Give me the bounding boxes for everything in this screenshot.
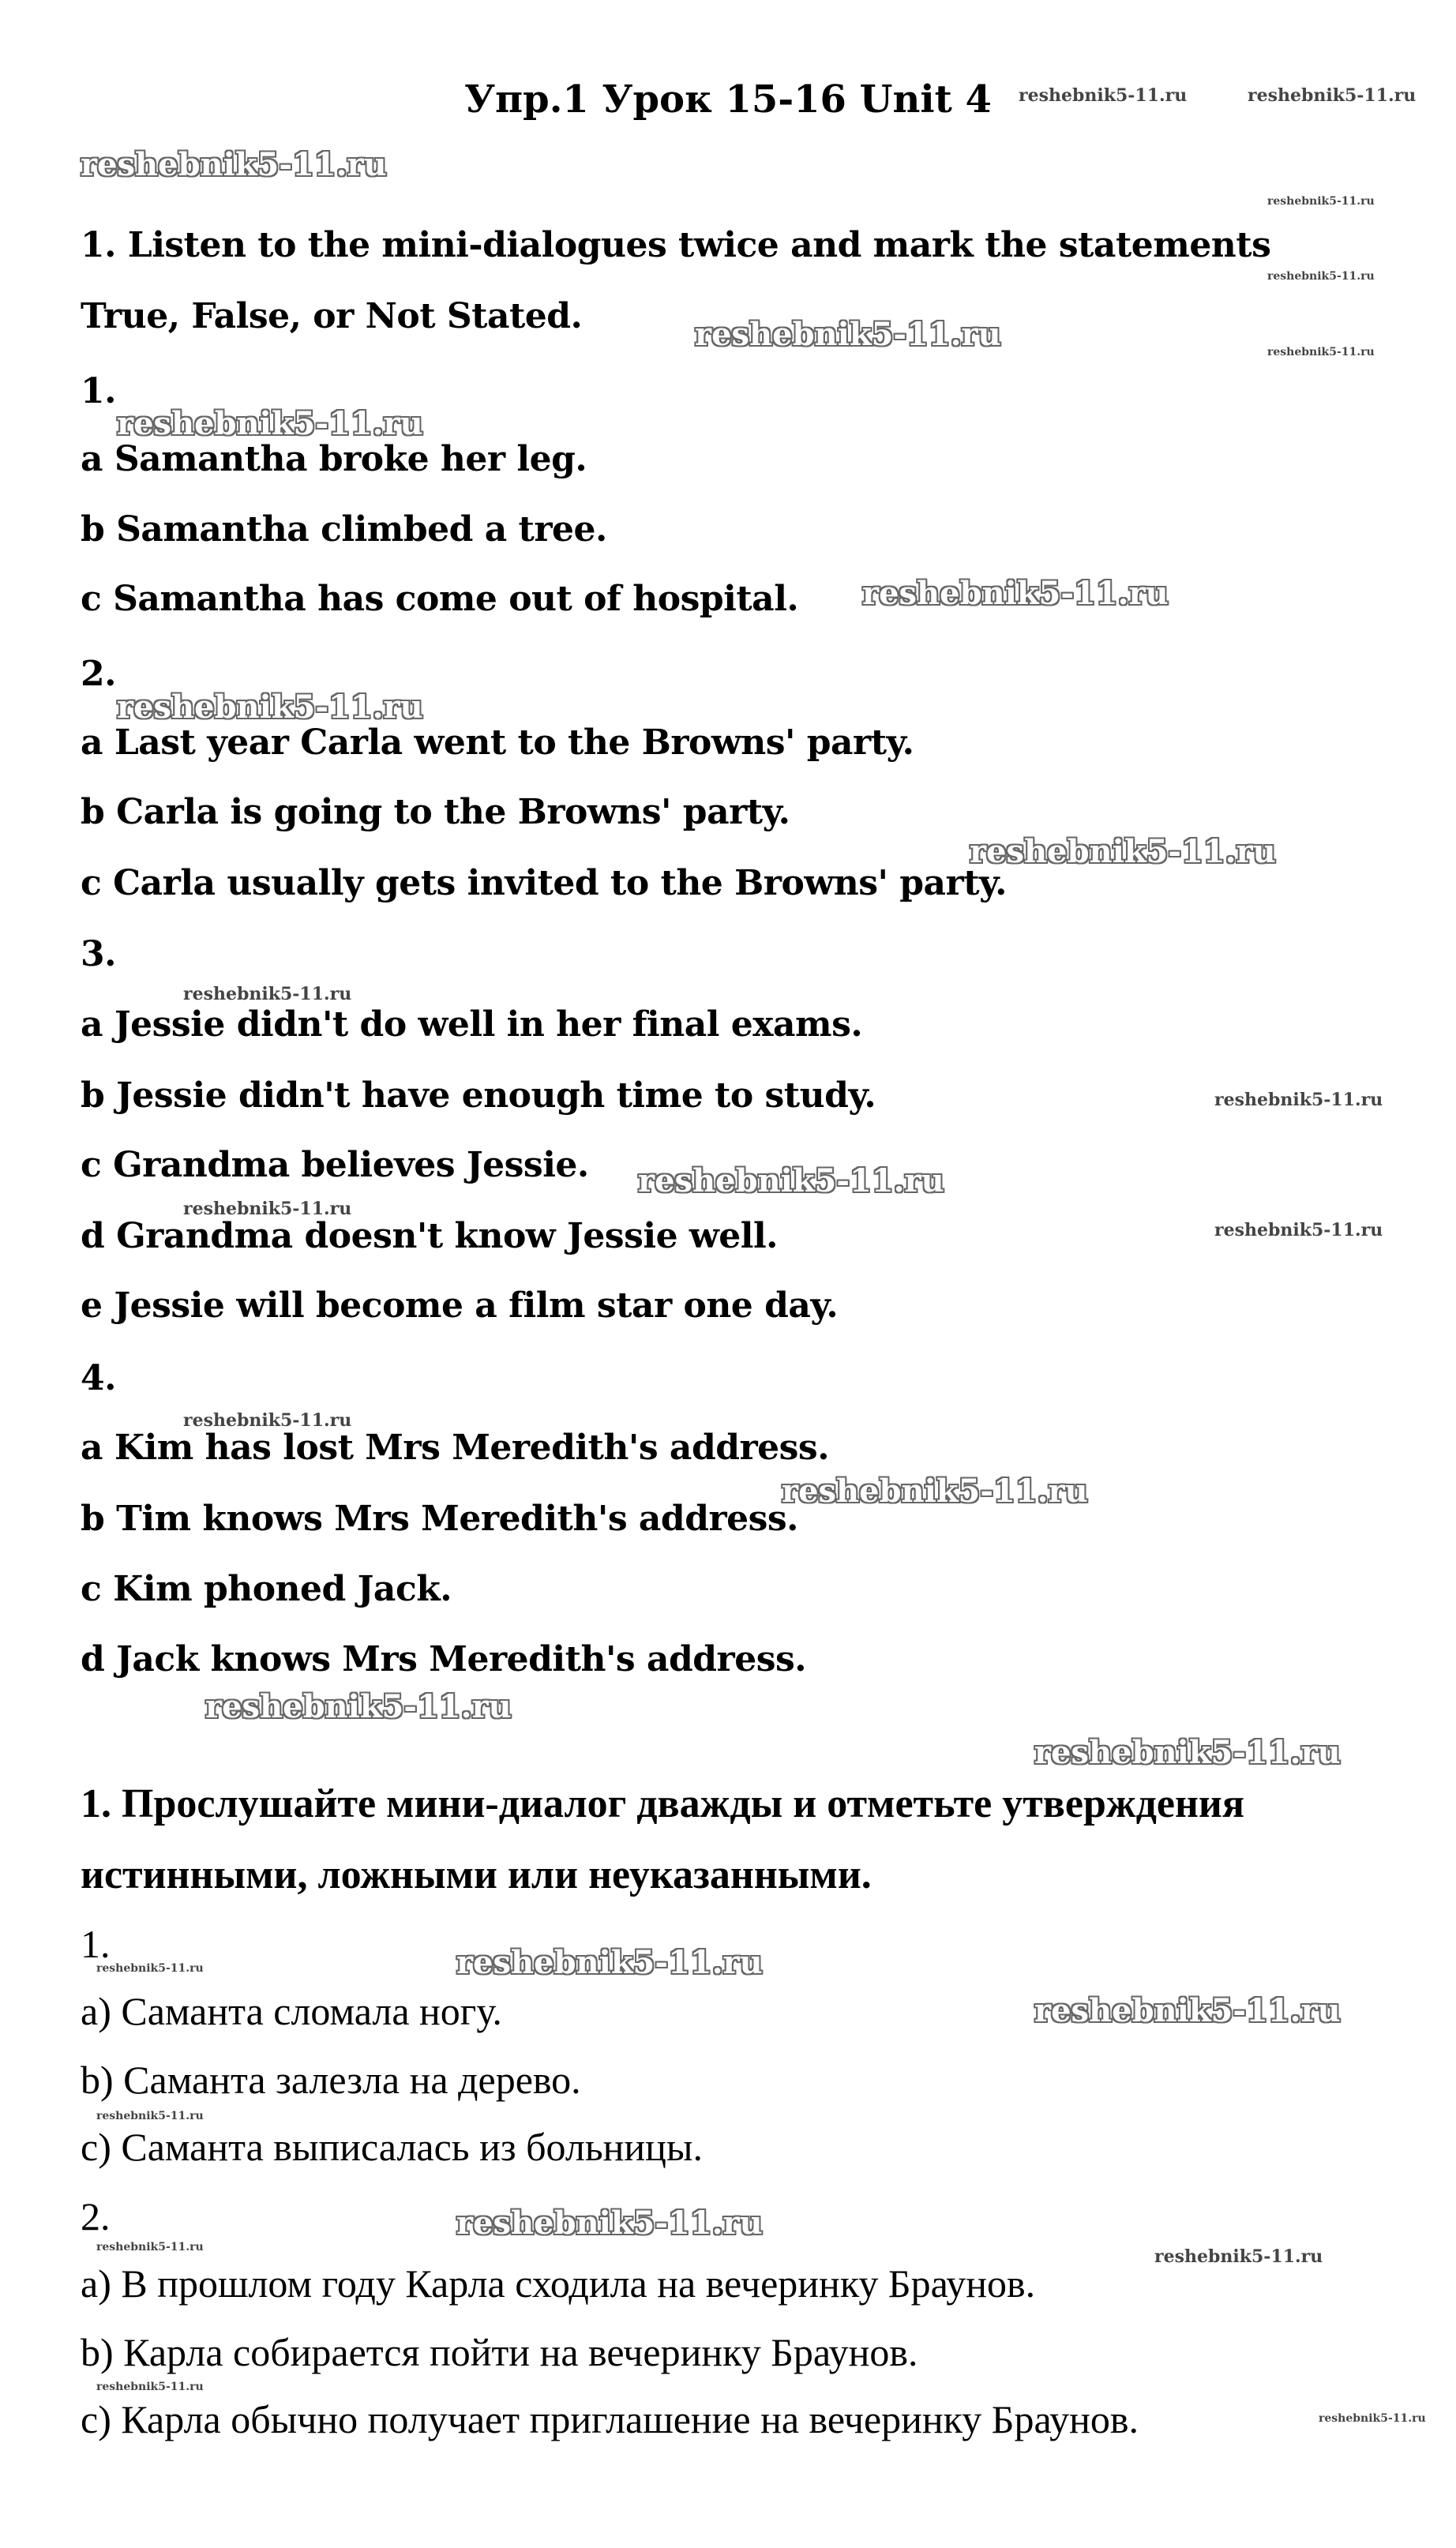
watermark: reshebnik5-11.ru <box>456 2205 763 2242</box>
english-statement: c Grandma believes Jessie. <box>81 1145 589 1185</box>
english-group-1-number: 1. <box>81 371 116 411</box>
watermark: reshebnik5-11.ru <box>1319 2412 1426 2425</box>
russian-group-2-number: 2. <box>81 2194 111 2238</box>
watermark: reshebnik5-11.ru <box>782 1473 1088 1510</box>
watermark: reshebnik5-11.ru <box>1267 195 1375 208</box>
watermark: reshebnik5-11.ru <box>117 689 423 726</box>
watermark: reshebnik5-11.ru <box>970 833 1276 870</box>
watermark: reshebnik5-11.ru <box>1267 346 1375 358</box>
english-statement: b Tim knows Mrs Meredith's address. <box>81 1499 798 1539</box>
watermark: reshebnik5-11.ru <box>96 2241 204 2253</box>
page-title: Упр.1 Урок 15-16 Unit 4 <box>464 77 992 122</box>
english-statement: c Samantha has come out of hospital. <box>81 579 799 619</box>
english-statement: b Jessie didn't have enough time to study. <box>81 1075 876 1116</box>
watermark: reshebnik5-11.ru <box>183 984 352 1004</box>
watermark: reshebnik5-11.ru <box>1019 85 1188 106</box>
watermark: reshebnik5-11.ru <box>183 1199 352 1219</box>
watermark: reshebnik5-11.ru <box>183 1410 352 1431</box>
russian-statement: a) Саманта сломала ногу. <box>81 1989 502 2033</box>
russian-group-1-number: 1. <box>81 1922 111 1966</box>
russian-heading-line-1: 1. Прослушайте мини-диалог дважды и отметьте утверждения <box>81 1781 1245 1826</box>
russian-statement: c) Карла обычно получает приглашение на вечеринку Браунов. <box>81 2397 1139 2441</box>
english-statement: c Carla usually gets invited to the Browns' party. <box>81 863 1007 903</box>
watermark: reshebnik5-11.ru <box>81 146 387 183</box>
watermark: reshebnik5-11.ru <box>1267 270 1375 283</box>
watermark: reshebnik5-11.ru <box>205 1688 512 1725</box>
watermark: reshebnik5-11.ru <box>638 1162 944 1199</box>
watermark: reshebnik5-11.ru <box>1034 1734 1341 1771</box>
russian-statement: b) Карла собирается пойти на вечеринку Браунов. <box>81 2330 918 2374</box>
english-group-3-number: 3. <box>81 934 116 974</box>
watermark: reshebnik5-11.ru <box>96 2381 204 2393</box>
watermark: reshebnik5-11.ru <box>1214 1220 1383 1240</box>
english-statement: c Kim phoned Jack. <box>81 1569 452 1609</box>
watermark: reshebnik5-11.ru <box>96 2110 204 2122</box>
english-statement: a Last year Carla went to the Browns' party. <box>81 722 914 763</box>
watermark: reshebnik5-11.ru <box>456 1944 763 1981</box>
english-heading-line-1: 1. Listen to the mini-dialogues twice and mark the statements <box>81 225 1271 265</box>
watermark: reshebnik5-11.ru <box>1034 1992 1341 2029</box>
watermark: reshebnik5-11.ru <box>1214 1090 1383 1110</box>
english-group-4-number: 4. <box>81 1358 116 1398</box>
english-statement: b Samantha climbed a tree. <box>81 509 607 550</box>
watermark: reshebnik5-11.ru <box>1248 85 1417 106</box>
english-group-2-number: 2. <box>81 654 116 694</box>
english-statement: d Jack knows Mrs Meredith's address. <box>81 1639 807 1679</box>
english-statement: a Jessie didn't do well in her final exams. <box>81 1004 863 1045</box>
russian-heading-line-2: истинными, ложными или неуказанными. <box>81 1852 872 1897</box>
english-heading-line-2: True, False, or Not Stated. <box>81 296 583 336</box>
watermark: reshebnik5-11.ru <box>695 316 1001 353</box>
english-statement: a Kim has lost Mrs Meredith's address. <box>81 1428 830 1468</box>
russian-statement: a) В прошлом году Карла сходила на вечеринку Браунов. <box>81 2261 1036 2306</box>
watermark: reshebnik5-11.ru <box>96 1962 204 1975</box>
english-statement: e Jessie will become a film star one day. <box>81 1285 839 1326</box>
russian-statement: b) Саманта залезла на дерево. <box>81 2058 581 2102</box>
english-statement: b Carla is going to the Browns' party. <box>81 792 790 832</box>
watermark: reshebnik5-11.ru <box>1154 2246 1323 2267</box>
russian-statement: c) Саманта выписалась из больницы. <box>81 2125 703 2169</box>
english-statement: a Samantha broke her leg. <box>81 439 587 479</box>
watermark: reshebnik5-11.ru <box>117 405 423 442</box>
english-statement: d Grandma doesn't know Jessie well. <box>81 1216 778 1256</box>
watermark: reshebnik5-11.ru <box>862 575 1169 612</box>
